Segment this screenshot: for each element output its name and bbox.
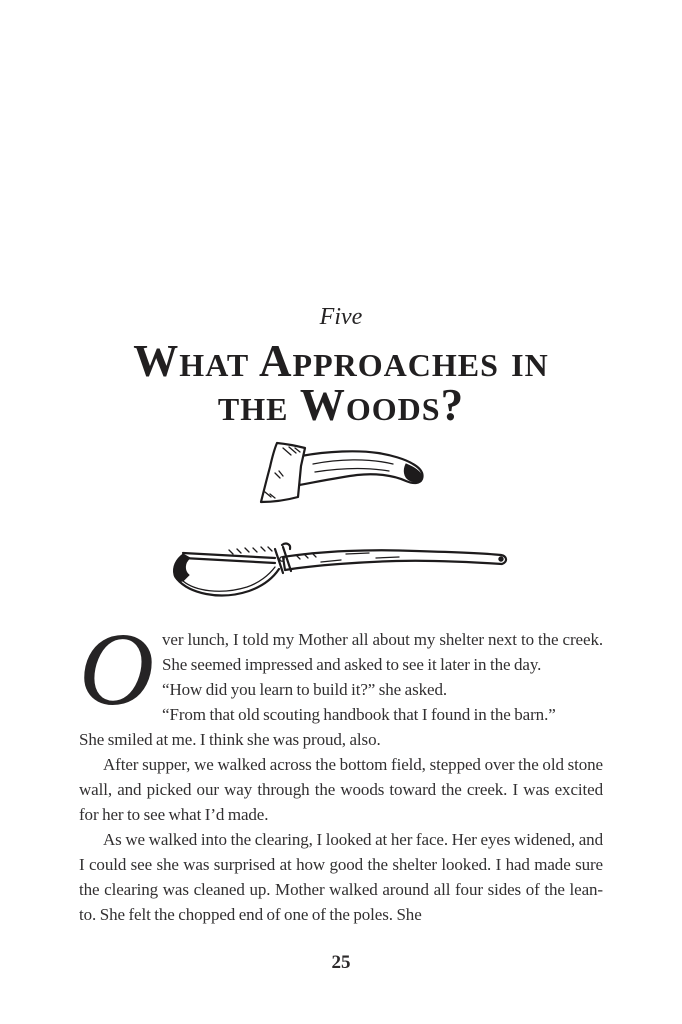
chapter-title-line-1: What Approaches in [133, 336, 549, 386]
page-number: 25 [331, 952, 351, 973]
paragraph-dialogue-1: “How did you learn to build it?” she asked. [162, 680, 448, 699]
paragraph-narration-1: She smiled at me. I think she was proud, also. [79, 730, 381, 749]
paragraph-dialogue-2: “From that old scouting handbook that I found in the barn.” [162, 705, 556, 724]
chapter-title-line-2: the Woods? [217, 380, 465, 430]
brush-hook-illustration-icon [171, 537, 511, 609]
paragraph-opening-text: ver lunch, I told my Mother all about my shelter next to the creek. She seemed impressed and asked to see it later in the day. [162, 630, 603, 674]
body-text [79, 612, 603, 927]
chapter-title [0, 336, 682, 430]
hatchet-illustration-icon [253, 440, 429, 508]
drop-cap: O [79, 612, 155, 727]
chapter-number: Five [319, 304, 363, 330]
paragraph-narration-2: After supper, we walked across the bottom field, stepped over the old stone wall, and picked our way through the woods toward the creek. I was excited for her to see what I’d made. [79, 755, 603, 824]
paragraph-narration-3: As we walked into the clearing, I looked at her face. Her eyes widened, and I could see she was surprised at how good the shelter looked. I had made sure the clearing was cleaned up. Mother walked around all four sides of the lean-to. She felt the chopped end of one of the poles. She [79, 830, 603, 924]
